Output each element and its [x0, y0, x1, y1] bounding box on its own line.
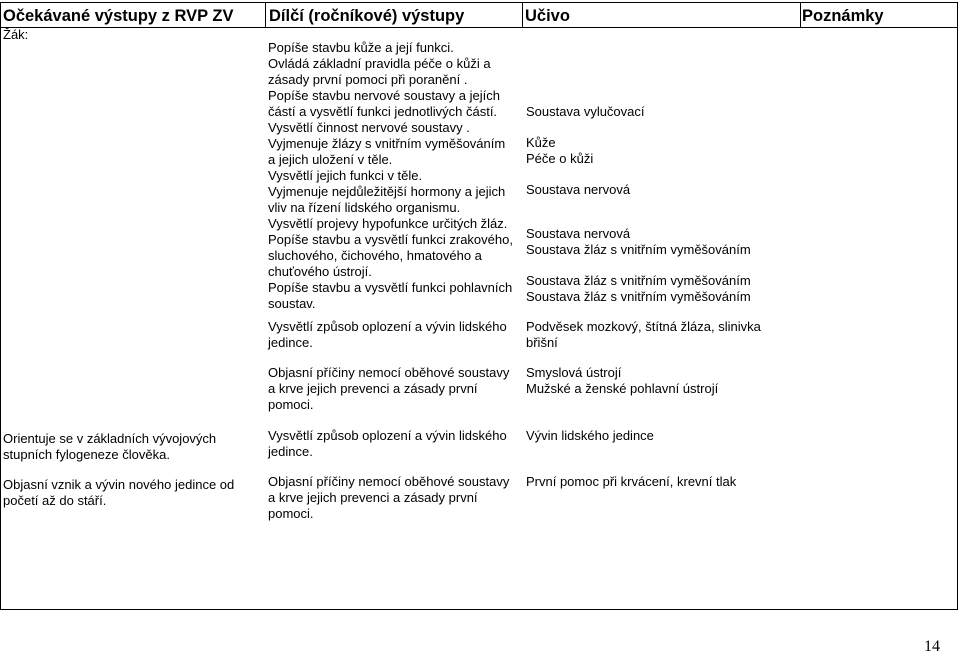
text-line: pomoci. [268, 397, 314, 412]
text-line: chuťového ústrojí. [268, 264, 372, 279]
text-line: Vysvětlí způsob oplození a vývin lidského [268, 319, 507, 334]
partial-output-item [268, 40, 513, 312]
text-line: Vysvětlí projevy hypofunkce určitých žláz. [268, 216, 508, 231]
student-label: Žák: [3, 27, 29, 42]
text-line: Popíše stavbu a vysvětlí funkci pohlavních [268, 280, 513, 295]
text-line: Popíše stavbu kůže a její funkci. [268, 40, 454, 55]
curriculum-item [526, 428, 654, 444]
text-line: Popíše stavbu a vysvětlí funkci zrakového, [268, 232, 513, 247]
text-line: Soustava nervová [526, 226, 631, 241]
text-line: Péče o kůži [526, 151, 594, 166]
text-line: Objasní příčiny nemocí oběhové soustavy [268, 474, 510, 489]
text-line: Smyslová ústrojí [526, 365, 622, 380]
curriculum-item [526, 104, 645, 120]
curriculum-item [526, 474, 736, 490]
table-border-bottom [0, 609, 958, 610]
text-line: jedince. [268, 444, 313, 459]
rvp-output-item [3, 431, 216, 463]
text-line: jedince. [268, 335, 313, 350]
partial-output-item [268, 428, 507, 460]
text-line: Soustava žláz s vnitřním vyměšováním [526, 273, 751, 288]
text-line: Vysvětlí činnost nervové soustavy . [268, 120, 470, 135]
text-line: Orientuje se v základních vývojových [3, 431, 217, 446]
text-line: pomoci. [268, 506, 314, 521]
text-line: břišní [526, 335, 558, 350]
text-line: a krve jejich prevenci a zásady první [268, 381, 478, 396]
curriculum-item [526, 182, 630, 198]
text-line: Soustava vylučovací [526, 104, 645, 119]
header-partial-outputs: Dílčí (ročníkové) výstupy [269, 7, 465, 25]
text-line: Vysvětlí jejich funkci v těle. [268, 168, 423, 183]
text-line: Soustava žláz s vnitřním vyměšováním [526, 289, 751, 304]
text-line: Objasní příčiny nemocí oběhové soustavy [268, 365, 510, 380]
text-line: částí a vysvětlí funkci jednotlivých částí. [268, 104, 498, 119]
text-line: a krve jejich prevenci a zásady první [268, 490, 478, 505]
header-notes: Poznámky [802, 7, 884, 25]
text-line: Vyjmenuje žlázy s vnitřním vyměšováním [268, 136, 506, 151]
text-line: Kůže [526, 135, 556, 150]
text-line: zásady první pomoci při poranění . [268, 72, 468, 87]
text-line: vliv na řízení lidského organismu. [268, 200, 461, 215]
text-line: Vývin lidského jedince [526, 428, 654, 443]
column-divider-2 [522, 2, 523, 28]
table-border-left [0, 2, 1, 610]
text-line: sluchového, čichového, hmatového a [268, 248, 482, 263]
text-line: První pomoc při krvácení, krevní tlak [526, 474, 737, 489]
header-rvp-outputs: Očekávané výstupy z RVP ZV [3, 7, 234, 25]
curriculum-item [526, 226, 751, 258]
curriculum-item [526, 365, 718, 397]
column-divider-1 [265, 2, 266, 28]
text-line: Vyjmenuje nejdůležitější hormony a jejich [268, 184, 506, 199]
text-line: početí až do stáří. [3, 493, 107, 508]
table-border-right [957, 2, 958, 610]
partial-output-item [268, 319, 507, 351]
text-line: Objasní vznik a vývin nového jedince od [3, 477, 235, 492]
text-line: Vysvětlí způsob oplození a vývin lidského [268, 428, 507, 443]
text-line: Podvěsek mozkový, štítná žláza, slinivka [526, 319, 761, 334]
text-line: Popíše stavbu nervové soustavy a jejích [268, 88, 500, 103]
partial-output-item [268, 365, 509, 413]
page-number: 14 [924, 638, 940, 655]
text-line: soustav. [268, 296, 316, 311]
text-line: Mužské a ženské pohlavní ústrojí [526, 381, 719, 396]
column-divider-3 [800, 2, 801, 28]
curriculum-item [526, 273, 751, 305]
text-line: Soustava nervová [526, 182, 631, 197]
header-curriculum: Učivo [525, 7, 570, 25]
table-border-top [0, 2, 958, 3]
curriculum-item [526, 319, 761, 351]
text-line: Soustava žláz s vnitřním vyměšováním [526, 242, 751, 257]
text-line: a jejich uložení v těle. [268, 152, 393, 167]
rvp-output-item [3, 477, 234, 509]
text-line: Ovládá základní pravidla péče o kůži a [268, 56, 491, 71]
text-line: stupních fylogeneze člověka. [3, 447, 170, 462]
partial-output-item [268, 474, 509, 522]
curriculum-item [526, 135, 593, 167]
